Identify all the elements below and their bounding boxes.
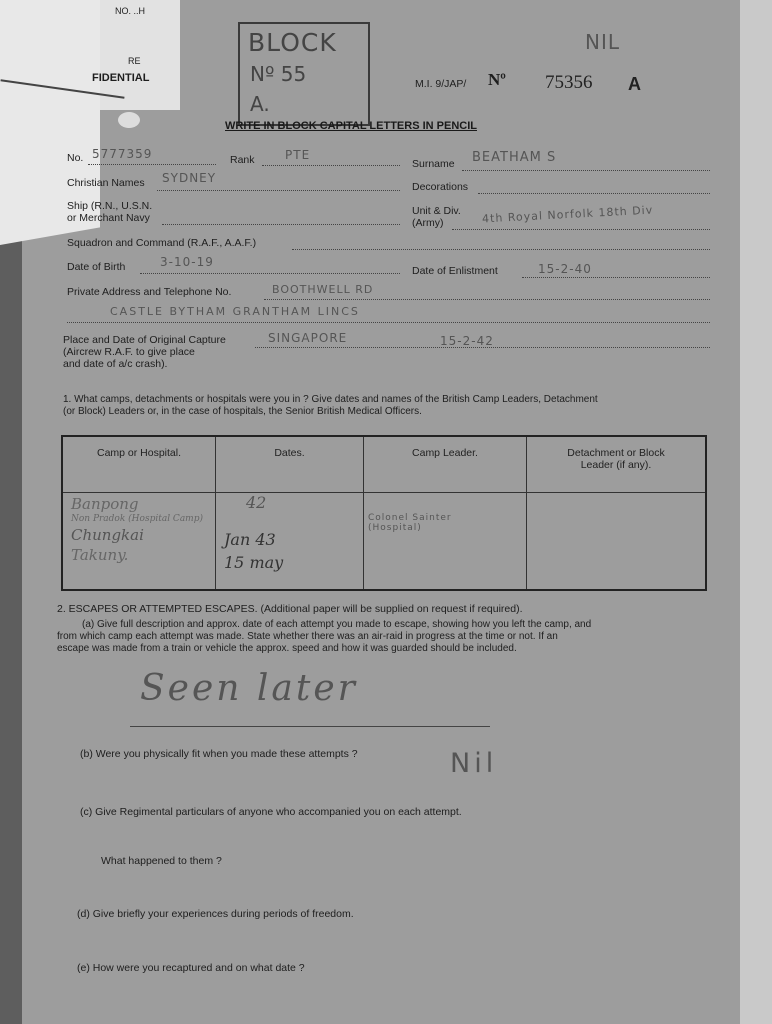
camp-name: Takuny.	[71, 546, 129, 564]
unit-label-2: (Army)	[412, 217, 444, 229]
leader-cell	[364, 493, 527, 591]
decorations-label: Decorations	[412, 181, 469, 193]
camp-date: 42	[246, 493, 267, 512]
question-2d: (d) Give briefly your experiences during periods of freedom.	[77, 908, 354, 920]
camps-table	[61, 435, 707, 591]
surname-label: Surname	[412, 158, 455, 170]
dates-cell	[216, 493, 364, 591]
tag-number-fragment: NO. ..H	[115, 6, 146, 16]
answer-underline	[130, 726, 490, 727]
camps-table-header	[62, 436, 706, 493]
camp-name: Non Pradok (Hospital Camp)	[71, 514, 203, 524]
surname-value: BEATHAM S	[472, 150, 557, 165]
capture-label-3: and date of a/c crash).	[63, 358, 168, 370]
underlying-sheet	[740, 0, 772, 1024]
ship-label-2: or Merchant Navy	[67, 212, 150, 224]
christian-names-value: SYDNEY	[162, 171, 217, 185]
form-reference: M.I. 9/JAP/	[415, 78, 467, 90]
header-detachment-leader: Detachment or Block Leader (if any).	[527, 436, 707, 493]
tag-eyelet	[118, 112, 140, 128]
dob-label: Date of Birth	[67, 261, 126, 273]
question-2b: (b) Were you physically fit when you made these attempts ?	[80, 748, 358, 760]
pencil-instruction: WRITE IN BLOCK CAPITAL LETTERS IN PENCIL	[225, 120, 477, 132]
question-2e: (e) How were you recaptured and on what date ?	[77, 962, 305, 974]
question-1-line-2: (or Block) Leaders or, in the case of hospitals, the Senior British Medical Officers.	[63, 406, 422, 417]
question-2c: (c) Give Regimental particulars of anyone who accompanied you on each attempt.	[80, 806, 462, 818]
address-line-1	[264, 299, 710, 300]
question-2a-line-3: escape was made from a train or vehicle the approx. speed and how it was guarded should be included.	[57, 643, 517, 654]
rank-line	[262, 165, 400, 166]
no-value: 5777359	[92, 147, 153, 161]
camp-leader-name: Colonel Sainter (Hospital)	[368, 513, 452, 533]
confidential-marking: FIDENTIAL	[92, 72, 150, 84]
ship-line	[162, 224, 400, 225]
question-2-title: 2. ESCAPES OR ATTEMPTED ESCAPES. (Additional paper will be supplied on request if required).	[57, 603, 523, 615]
header-dates: Dates.	[216, 436, 364, 493]
squadron-line	[292, 249, 710, 250]
capture-label-1: Place and Date of Original Capture	[63, 334, 226, 346]
enlistment-label: Date of Enlistment	[412, 265, 498, 277]
rank-label: Rank	[230, 154, 255, 166]
serial-number: 75356	[545, 72, 593, 93]
unit-value: 4th Royal Norfolk 18th Div	[481, 203, 654, 226]
camps-table-body	[62, 493, 706, 591]
tag-re-fragment: RE	[128, 56, 141, 66]
address-label: Private Address and Telephone No.	[67, 286, 232, 298]
christian-names-line	[157, 190, 400, 191]
dob-value: 3-10-19	[160, 255, 214, 269]
camp-date: 15 may	[224, 553, 284, 572]
decorations-line	[478, 193, 710, 194]
surname-line	[462, 170, 710, 171]
squadron-label: Squadron and Command (R.A.F., A.A.F.)	[67, 237, 257, 249]
capture-date: 15-2-42	[440, 334, 494, 348]
ship-label-1: Ship (R.N., U.S.N.	[67, 200, 153, 212]
unit-label-1: Unit & Div.	[412, 205, 461, 217]
question-2a-answer: Seen later	[140, 668, 358, 709]
detachment-cell	[527, 493, 707, 591]
camp-date: Jan 43	[224, 530, 276, 549]
stamp-word: BLOCK	[248, 28, 337, 57]
question-2a-line-1: (a) Give full description and approx. date of each attempt you made to escape, showing how you left the camp, and	[82, 619, 592, 630]
header-camp: Camp or Hospital.	[62, 436, 216, 493]
unit-line	[452, 229, 710, 230]
question-2c-follow-up: What happened to them ?	[101, 855, 222, 867]
number-sign: Nº	[488, 70, 506, 89]
christian-names-label: Christian Names	[67, 177, 145, 189]
enlistment-value: 15-2-40	[538, 262, 592, 276]
camps-cell	[62, 493, 216, 591]
address-value-2: CASTLE BYTHAM GRANTHAM LINCS	[110, 305, 360, 318]
header-nil-note: NIL	[585, 30, 621, 54]
no-label: No.	[67, 152, 84, 164]
rank-value: PTE	[285, 148, 311, 162]
capture-place: SINGAPORE	[268, 331, 348, 345]
question-2a-line-2: from which camp each attempt was made. State whether there was an air-raid in progress at the time or not. If an	[57, 631, 558, 642]
camp-name: Chungkai	[71, 526, 144, 544]
enlistment-line	[522, 277, 710, 278]
stamp-number: Nº 55	[250, 62, 307, 86]
header-camp-leader: Camp Leader.	[364, 436, 527, 493]
address-line-2	[67, 322, 710, 323]
serial-suffix: A	[628, 74, 641, 94]
camp-name: Banpong	[71, 495, 139, 513]
stamp-letter: A.	[250, 92, 270, 116]
dob-line	[140, 273, 400, 274]
question-2b-answer: Nil	[450, 748, 498, 779]
no-line	[88, 164, 216, 165]
capture-label-2: (Aircrew R.A.F. to give place	[63, 346, 195, 358]
question-1-line-1: 1. What camps, detachments or hospitals were you in ? Give dates and names of the British Camp Leaders, Detachment	[63, 394, 598, 405]
address-value-1: BOOTHWELL RD	[272, 283, 374, 296]
